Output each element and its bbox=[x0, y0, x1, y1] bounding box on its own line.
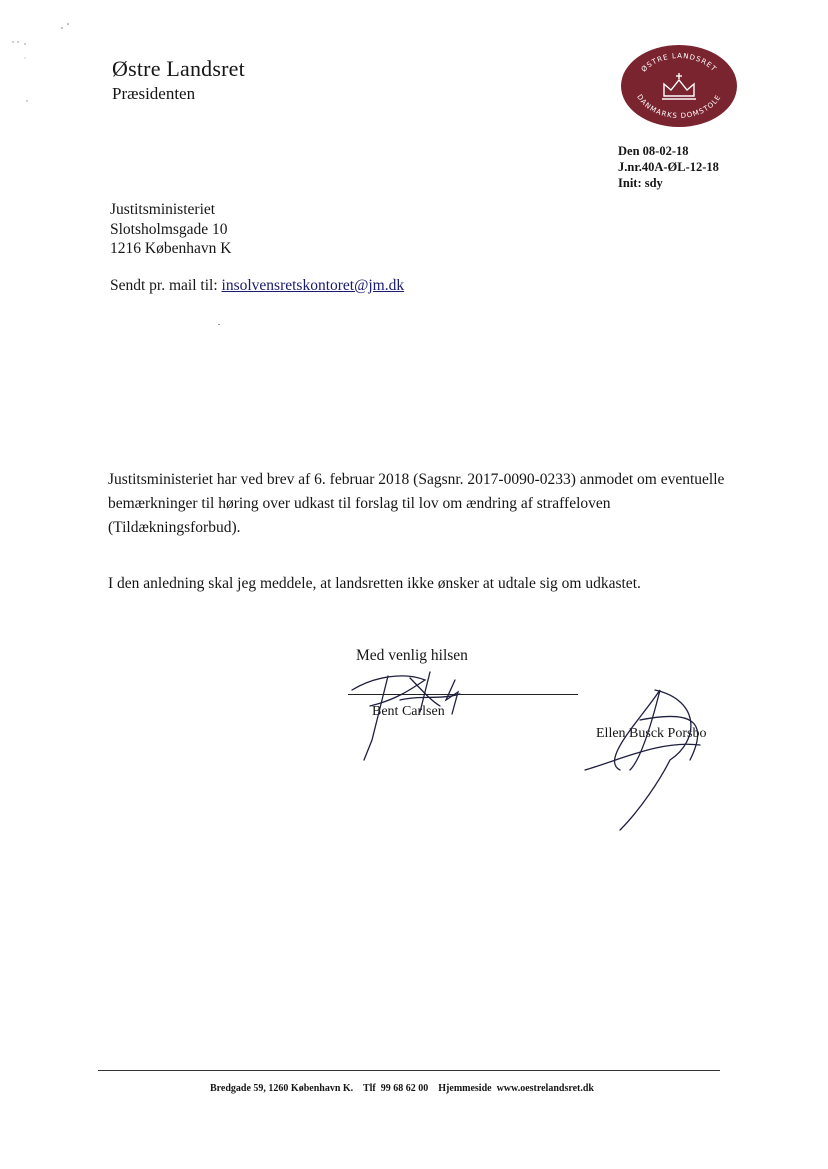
signer-2-name: Ellen Busck Porsbo bbox=[596, 726, 707, 741]
court-name: Østre Landsret bbox=[112, 56, 245, 81]
sent-label: Sendt pr. mail til: bbox=[110, 277, 218, 294]
sent-line bbox=[110, 277, 404, 295]
recipient-city: 1216 København K bbox=[110, 240, 232, 257]
initials: Init: sdy bbox=[618, 176, 663, 190]
reference-block bbox=[618, 143, 719, 191]
email-link[interactable]: insolvensretskontoret@jm.dk bbox=[221, 277, 405, 294]
letter-date: Den 08-02-18 bbox=[618, 144, 689, 158]
signer-1-name: Bent Carlsen bbox=[372, 704, 445, 719]
scan-specks bbox=[0, 0, 100, 120]
footer-divider bbox=[98, 1070, 720, 1071]
recipient-name: Justitsministeriet bbox=[110, 201, 216, 218]
footer-contact: Bredgade 59, 1260 København K. Tlf 99 68 62 00 Hjemmeside www.oestrelandsret.dk bbox=[210, 1083, 594, 1094]
paragraph-2: I den anledning skal jeg meddele, at landsretten ikke ønsker at udtale sig om udkastet. bbox=[108, 575, 641, 592]
court-seal bbox=[620, 44, 738, 128]
scan-dot bbox=[218, 324, 220, 325]
paragraph-1: Justitsministeriet har ved brev af 6. februar 2018 (Sagsnr. 2017-0090-0233) anmodet om eventuelle bemærkninger til høring over udkast til forslag til lov om ændring af straffeloven (Tildækningsforbud). bbox=[108, 471, 725, 536]
journal-number: J.nr.40A-ØL-12-18 bbox=[618, 160, 719, 174]
closing-greeting: Med venlig hilsen bbox=[356, 647, 468, 664]
court-subtitle: Præsidenten bbox=[112, 84, 196, 103]
recipient-street: Slotsholmsgade 10 bbox=[110, 220, 228, 238]
seal-top-text: ØSTRE LANDSRET bbox=[639, 51, 719, 74]
seal-bottom-text: DANMARKS DOMSTOLE bbox=[635, 93, 723, 121]
letter-body bbox=[108, 468, 728, 628]
recipient-address bbox=[110, 200, 231, 259]
signature-line bbox=[348, 694, 578, 695]
